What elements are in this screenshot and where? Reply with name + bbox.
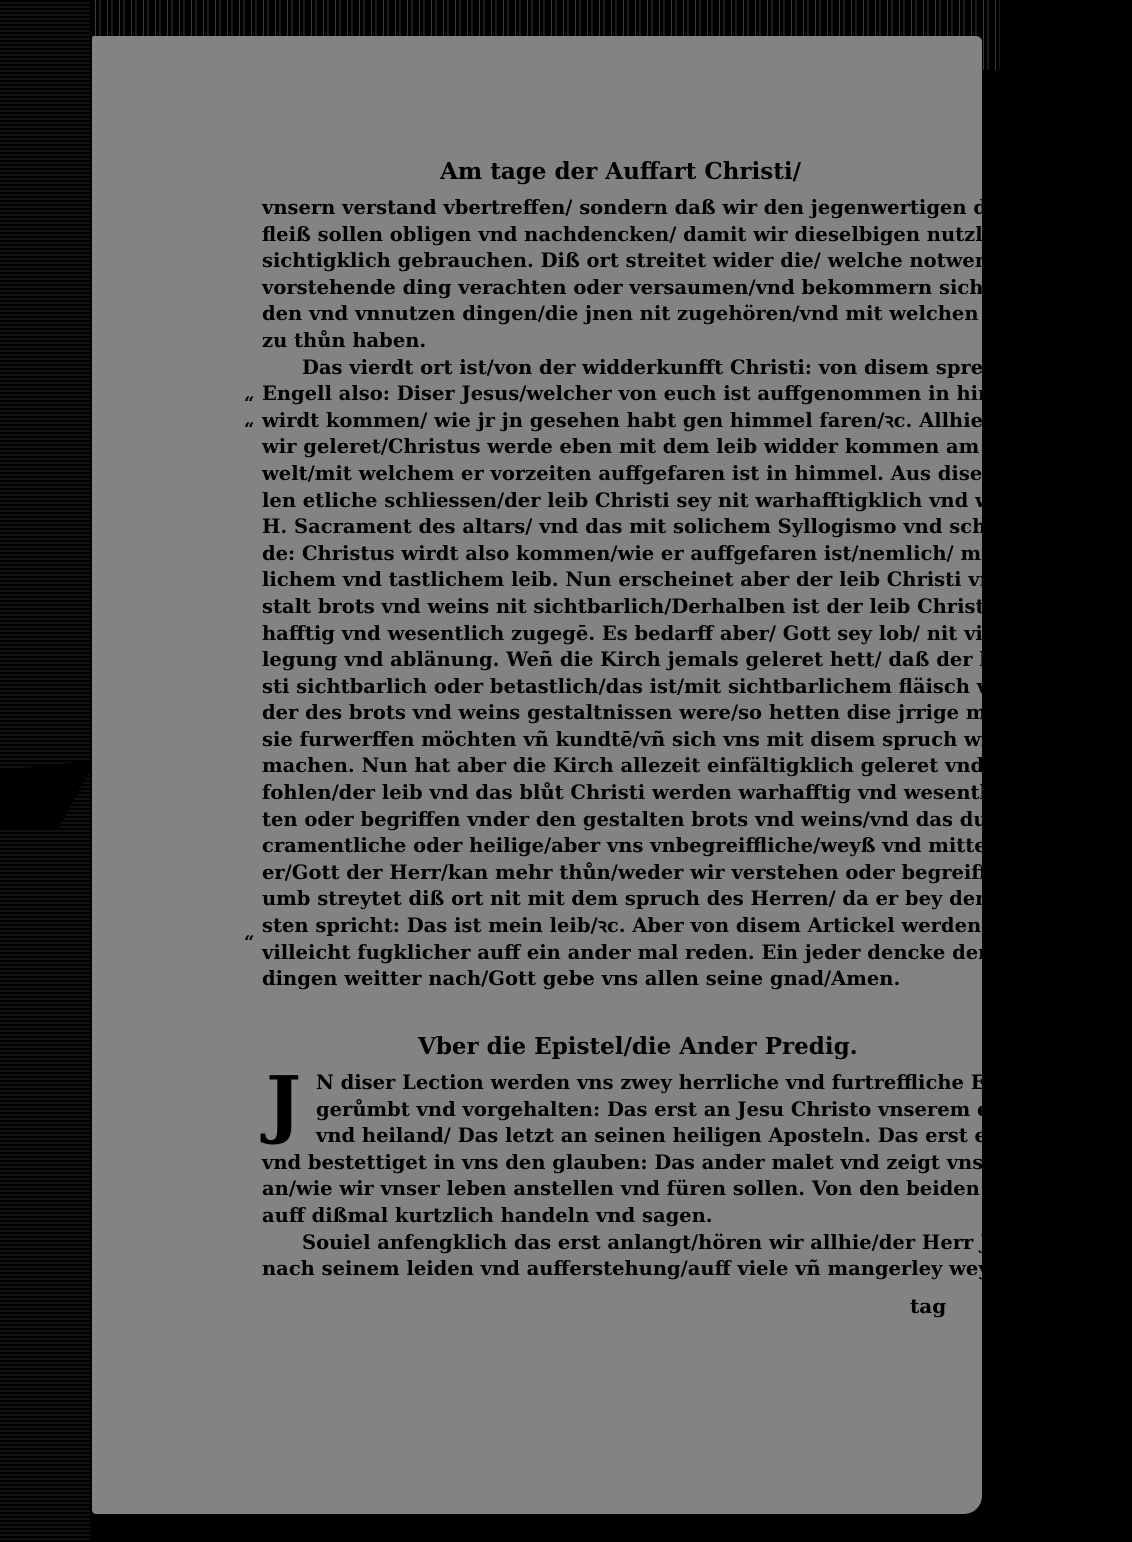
- text-line: vnsern verstand vbertreffen/ sondern daß wir den jegenwertigen dingen mit: [262, 196, 1093, 219]
- text-line: den vnd vnnutzen dingen/die jnen nit zugehören/vnd mit welchen sie auch nit: [262, 302, 1114, 326]
- text-line: gerůmbt vnd vorgehalten: Das erst an Jesu Christo vnserem erlöser: [316, 1097, 1054, 1121]
- text-line: wir geleret/Christus werde eben mit dem leib widder kommen am ende der: [262, 435, 1082, 459]
- margin-quote-mark: “: [244, 393, 255, 414]
- text-line: ten oder begriffen vnder den gestalten brots vnd weins/vnd das durch ein sa-: [262, 807, 1104, 831]
- text-line: nach seinem leiden vnd aufferstehung/auff viele vñ mangerley weyß/ viertzig: [262, 1257, 1101, 1281]
- text-line: cramentliche oder heilige/aber vns vnbegreiffliche/weyß vnd mittel. Dann: [262, 834, 1066, 858]
- text-line: der des brots vnd weins gestaltnissen were/so hetten dise jrrige menschen/ das: [262, 701, 1128, 725]
- text-line: umb streytet diß ort nit mit dem spruch des Herren/ da er bey den Euangeli-: [262, 887, 1101, 911]
- text-line: wirdt kommen/ wie jr jn gesehen habt gen himmel faren/ꝛc. Allhie werden: [262, 408, 1070, 432]
- text-line: Souiel anfengklich das erst anlangt/hören wir allhie/der Herr Jesus sey: [302, 1230, 1080, 1254]
- text-line: fohlen/der leib vnd das blůt Christi werden warhafftig vnd wesentlich behal-: [262, 781, 1096, 805]
- text-line: welt/mit welchem er vorzeiten auffgefaren ist in himmel. Aus disem ort wol-: [262, 461, 1095, 485]
- text-line: len etliche schliessen/der leib Christi sey nit warhafftigklich vnd wesentlich im: [262, 488, 1127, 512]
- text-line: an/wie wir vnser leben anstellen vnd füren sollen. Von den beiden wöllē wir: [262, 1177, 1085, 1201]
- section-title: Vber die Epistel/die Ander Predig.: [418, 1033, 858, 1060]
- text-line: Engell also: Diser Jesus/welcher von euch ist auffgenommen in himmel/: [262, 382, 1047, 406]
- text-line: vnd heiland/ Das letzt an seinen heiligen Aposteln. Das erst erfordert: [316, 1124, 1075, 1148]
- text-line: Das vierdt ort ist/von der widderkunfft Christi: von disem sprechen die: [302, 355, 1077, 379]
- text-line: sti sichtbarlich oder betastlich/das ist/mit sichtbarlichem fläisch vnd beinē vn-: [262, 674, 1124, 698]
- text-line: vnd bestettiget in vns den glauben: Das ander malet vnd zeigt vns deutlich: [262, 1150, 1081, 1174]
- text-line: sie furwerffen möchten vñ kundtē/vñ sich vns mit disem spruch widerstrebig: [262, 727, 1102, 751]
- text-line: stalt brots vnd weins nit sichtbarlich/Derhalben ist der leib Christi nit war-: [262, 594, 1084, 618]
- text-line: sichtigklich gebrauchen. Diß ort streitet wider die/ welche notwendige vnd: [262, 249, 1082, 273]
- text-block-1: [262, 195, 1132, 993]
- text-block-2: [262, 1061, 1101, 1283]
- text-line: zu thůn haben.: [262, 328, 427, 352]
- margin-quote-mark: “: [244, 932, 255, 953]
- text-line: sten spricht: Das ist mein leib/ꝛc. Aber von disem Artickel werden wir: [262, 914, 1023, 938]
- text-line: legung vnd ablänung. Weñ die Kirch jemals geleret hett/ daß der leib Chri-: [262, 648, 1083, 672]
- text-line: lichem vnd tastlichem leib. Nun erscheinet aber der leib Christi vnter der ge-: [262, 568, 1110, 592]
- text-line: machen. Nun hat aber die Kirch allezeit einfältigklich geleret vnd zu leren be-: [262, 754, 1121, 778]
- text-line: er/Gott der Herr/kan mehr thůn/weder wir verstehen oder begreiffen. Dar-: [262, 860, 1076, 884]
- running-head: Am tage der Auffart Christi/: [440, 158, 801, 185]
- drop-initial: J: [266, 1061, 302, 1147]
- text-line: vorstehende ding verachten oder versaumen/vnd bekommern sich mit fremb-: [262, 275, 1108, 299]
- text-line: dingen weitter nach/Gott gebe vns allen seine gnad/Amen.: [262, 967, 901, 991]
- text-line: fleiß sollen obligen vnd nachdencken/ damit wir dieselbigen nutzlich vnd für-: [262, 222, 1110, 246]
- margin-quote-mark: “: [244, 419, 255, 440]
- text-line: villeicht fugklicher auff ein ander mal reden. Ein jeder dencke den jetztgesagtē: [262, 940, 1132, 964]
- text-line: de: Christus wirdt also kommen/wie er auffgefaren ist/nemlich/ mit sichtbar-: [262, 541, 1103, 565]
- catchword: tag: [910, 1294, 947, 1318]
- text-line: auff dißmal kurtzlich handeln vnd sagen.: [262, 1203, 713, 1227]
- text-line: N diser Lection werden vns zwey herrliche vnd furtreffliche Exempell: [316, 1071, 1072, 1094]
- text-line: hafftig vnd wesentlich zugegē. Es bedarff aber/ Gott sey lob/ nit vieler wider-: [262, 621, 1101, 645]
- text-line: H. Sacrament des altars/ vnd das mit solichem Syllogismo vnd schloßre-: [262, 515, 1053, 539]
